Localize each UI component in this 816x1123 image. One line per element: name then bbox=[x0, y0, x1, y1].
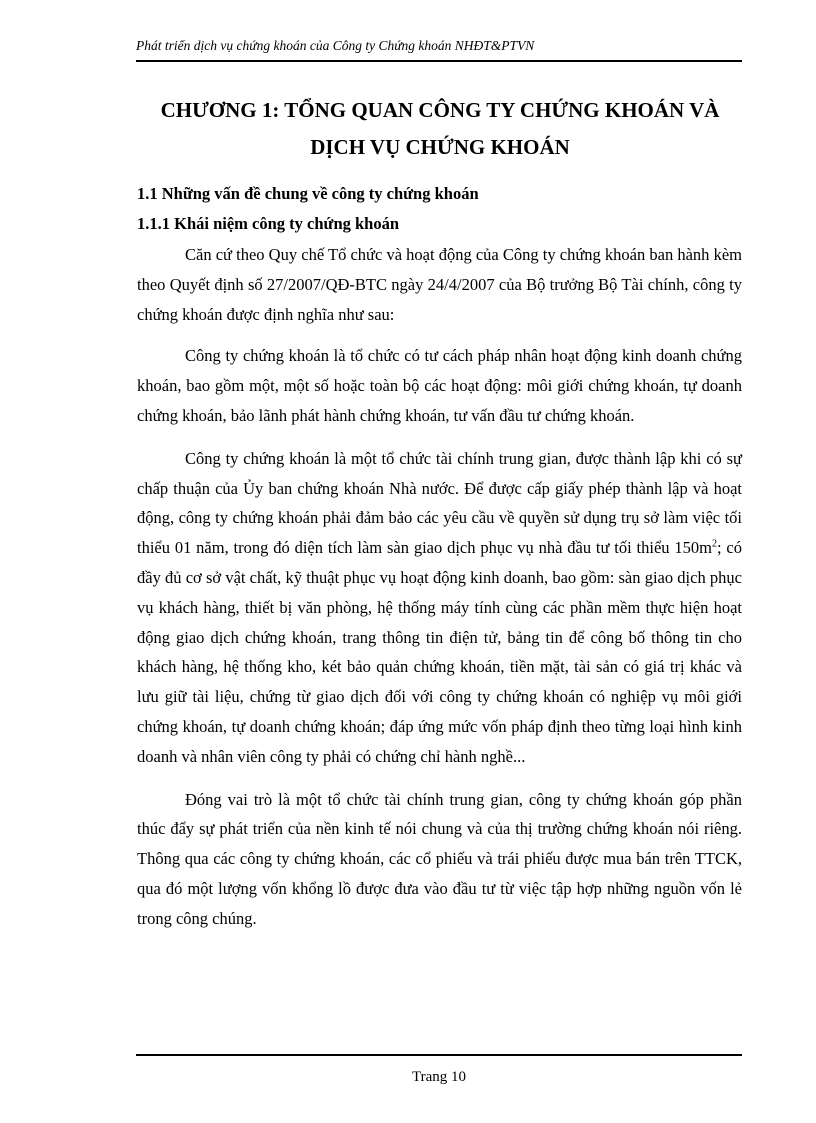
chapter-title-line-2: DỊCH VỤ CHỨNG KHOÁN bbox=[310, 135, 570, 159]
chapter-title bbox=[120, 92, 760, 166]
footer-rule bbox=[136, 1054, 742, 1056]
paragraph-1: Căn cứ theo Quy chế Tổ chức và hoạt động của Công ty chứng khoán ban hành kèm theo Quyết định số 27/2007/QĐ-BTC ngày 24/4/2007 của Bộ trưởng Bộ Tài chính, công ty chứng khoán được định nghĩa như sau: bbox=[137, 245, 742, 324]
page-number: Trang 10 bbox=[411, 1069, 467, 1085]
section-heading-1-1-1: 1.1.1 Khái niệm công ty chứng khoán bbox=[137, 214, 400, 233]
chapter-title-line-1: CHƯƠNG 1: TỔNG QUAN CÔNG TY CHỨNG KHOÁN VÀ bbox=[160, 98, 720, 122]
section-heading-1-1: 1.1 Những vấn đề chung về công ty chứng khoán bbox=[137, 184, 479, 203]
paragraph-3 bbox=[137, 444, 742, 772]
paragraph-2: Công ty chứng khoán là tổ chức có tư cách pháp nhân hoạt động kinh doanh chứng khoán, bao gồm một, một số hoặc toàn bộ các hoạt động: môi giới chứng khoán, tự doanh chứng khoán, bảo lãnh phát hành chứng khoán, tư vấn đầu tư chứng khoán. bbox=[137, 346, 742, 425]
paragraph-3-part-2: ; có đầy đủ cơ sở vật chất, kỹ thuật phục vụ hoạt động kinh doanh, bao gồm: sàn giao dịch phục vụ khách hàng, thiết bị văn phòng, hệ thống máy tính cùng các phần mềm thực hiện hoạt động giao dịch chứng khoán, trang thông tin điện tử, bảng tin để công bố thông tin cho khách hàng, hệ thống kho, két bảo quản chứng khoán, tiền mặt, tài sản có giá trị khác và lưu giữ tài liệu, chứng từ giao dịch đối với công ty chứng khoán có nghiệp vụ môi giới chứng khoán, tự doanh chứng khoán; đáp ứng mức vốn pháp định theo từng loại hình kinh doanh và nhân viên công ty phải có chứng chỉ hành nghề... bbox=[137, 538, 742, 766]
running-header: Phát triển dịch vụ chứng khoán của Công ty Chứng khoán NHĐT&PTVN bbox=[136, 38, 535, 53]
superscript-2: 2 bbox=[711, 538, 717, 550]
paragraph-3-part-1: Công ty chứng khoán là một tổ chức tài chính trung gian, được thành lập khi có sự chấp thuận của Ủy ban chứng khoán Nhà nước. Để được cấp giấy phép thành lập và hoạt động, công ty chứng khoán phải đảm bảo các yêu cầu về quyền sử dụng trụ sở làm việc tối thiểu 01 năm, trong đó diện tích làm sàn giao dịch phục vụ nhà đầu tư tối thiểu 150m bbox=[137, 448, 742, 558]
header-rule bbox=[136, 60, 742, 62]
paragraph-4: Đóng vai trò là một tổ chức tài chính trung gian, công ty chứng khoán góp phần thúc đẩy sự phát triển của nền kinh tế nói chung và của thị trường chứng khoán nói riêng. Thông qua các công ty chứng khoán, các cổ phiếu và trái phiếu được mua bán trên TTCK, qua đó một lượng vốn khổng lồ được đưa vào đầu tư từ việc tập hợp những nguồn vốn lẻ trong công chúng. bbox=[137, 789, 742, 928]
body-text bbox=[137, 240, 742, 947]
